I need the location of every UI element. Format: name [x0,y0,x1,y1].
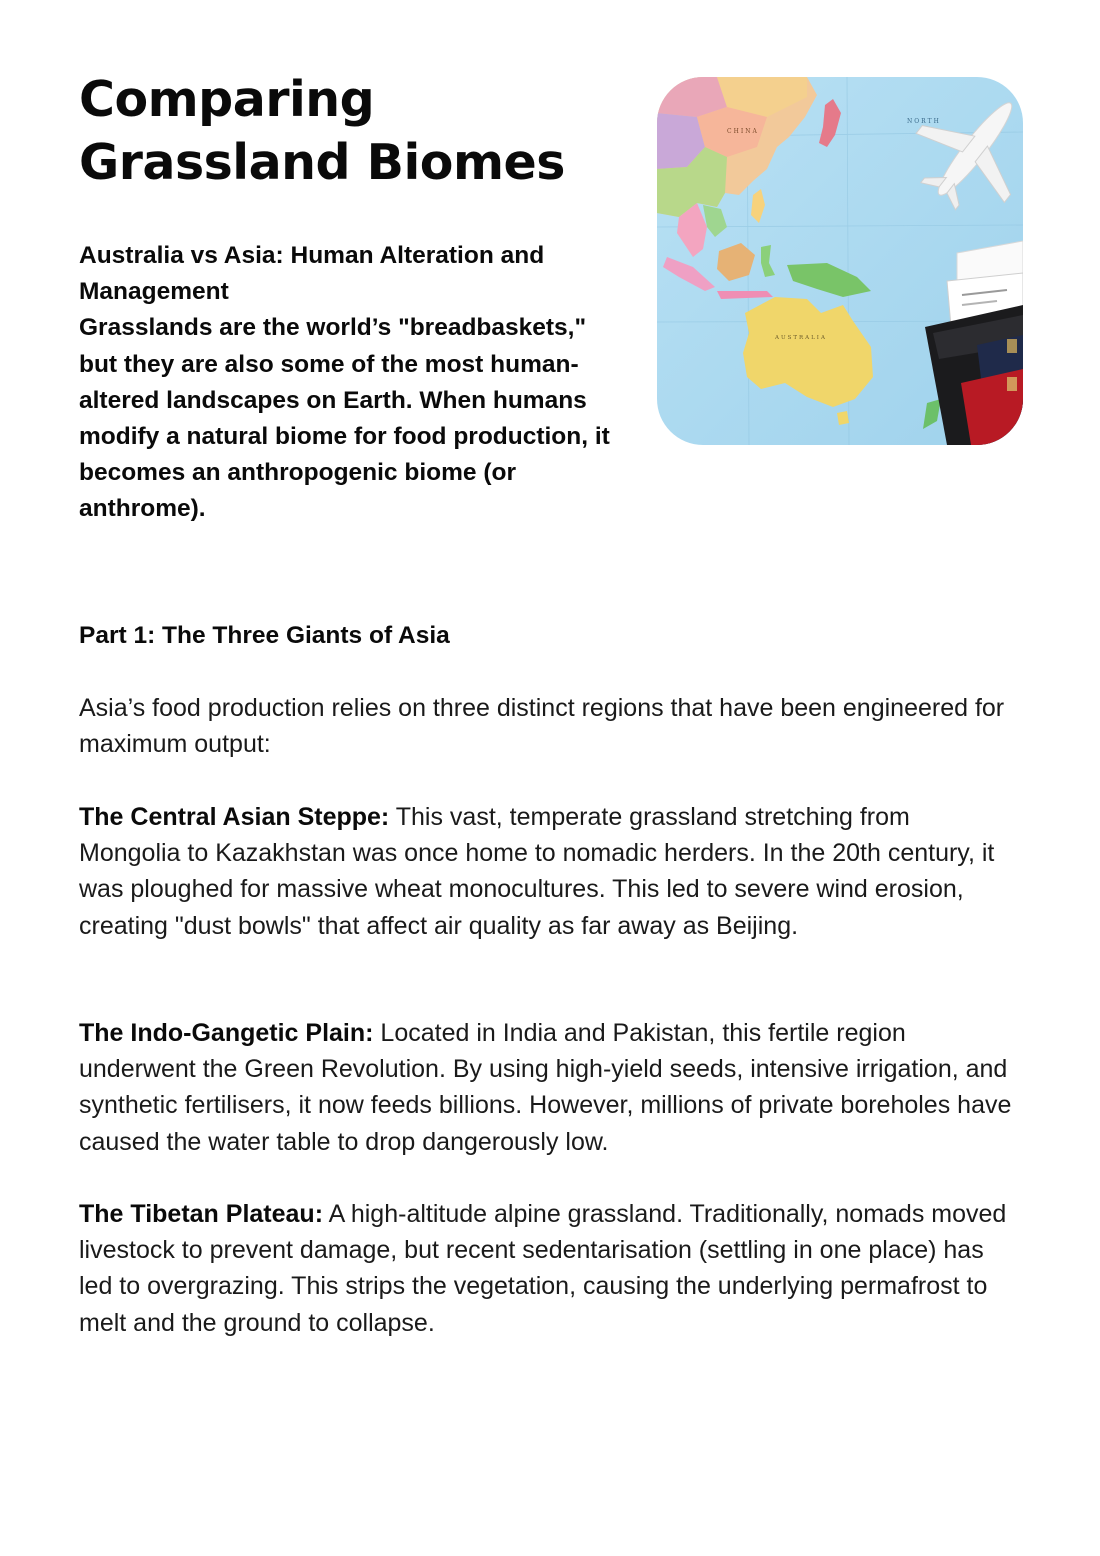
intro-subtitle: Australia vs Asia: Human Alteration and Management [79,242,545,306]
region-text-steppe: This vast, temperate grassland stretching from Mongolia to Kazakhstan was once home to nomadic herders. In the 20th century, it was ploughed for massive wheat monocultures. This led to severe wind erosion, creating "dust bowls" that affect air quality as far away as Beijing. [79,803,995,940]
region-name-steppe: The Central Asian Steppe: [79,803,390,831]
region-paragraph-steppe [79,799,1014,944]
region-text-indo-gangetic: Located in India and Pakistan, this fertile region underwent the Green Revolution. By using high-yield seeds, intensive irrigation, and synthetic fertilisers, it now feeds billions. However, millions of private boreholes have caused the water table to drop dangerously low. [79,1019,1012,1156]
map-label-north: NORTH [907,118,941,125]
world-map-travel-image [657,77,1023,445]
map-label-china: CHINA [727,128,759,135]
part1-heading: Part 1: The Three Giants of Asia [79,622,450,649]
intro-block [79,238,624,528]
page-title: Comparing Grassland Biomes [79,71,565,191]
region-paragraph-tibetan [79,1196,1014,1341]
region-paragraph-indo-gangetic [79,1015,1014,1160]
region-name-indo-gangetic: The Indo-Gangetic Plain: [79,1019,374,1047]
region-text-tibetan: A high-altitude alpine grassland. Traditionally, nomads moved livestock to prevent damage, but recent sedentarisation (settling in one place) has led to overgrazing. This strips the vegetation, causing the underlying permafrost to melt and the ground to collapse. [79,1200,1007,1337]
map-label-australia: AUSTRALIA [775,335,827,341]
region-name-tibetan: The Tibetan Plateau: [79,1200,324,1228]
intro-text: Grasslands are the world’s "breadbaskets," but they are also some of the most human-altered landscapes on Earth. When humans modify a natural biome for food production, it becomes an anthropogenic biome (or anthrome). [79,314,610,523]
part1-lead: Asia’s food production relies on three distinct regions that have been engineered for maximum output: [79,694,1005,759]
